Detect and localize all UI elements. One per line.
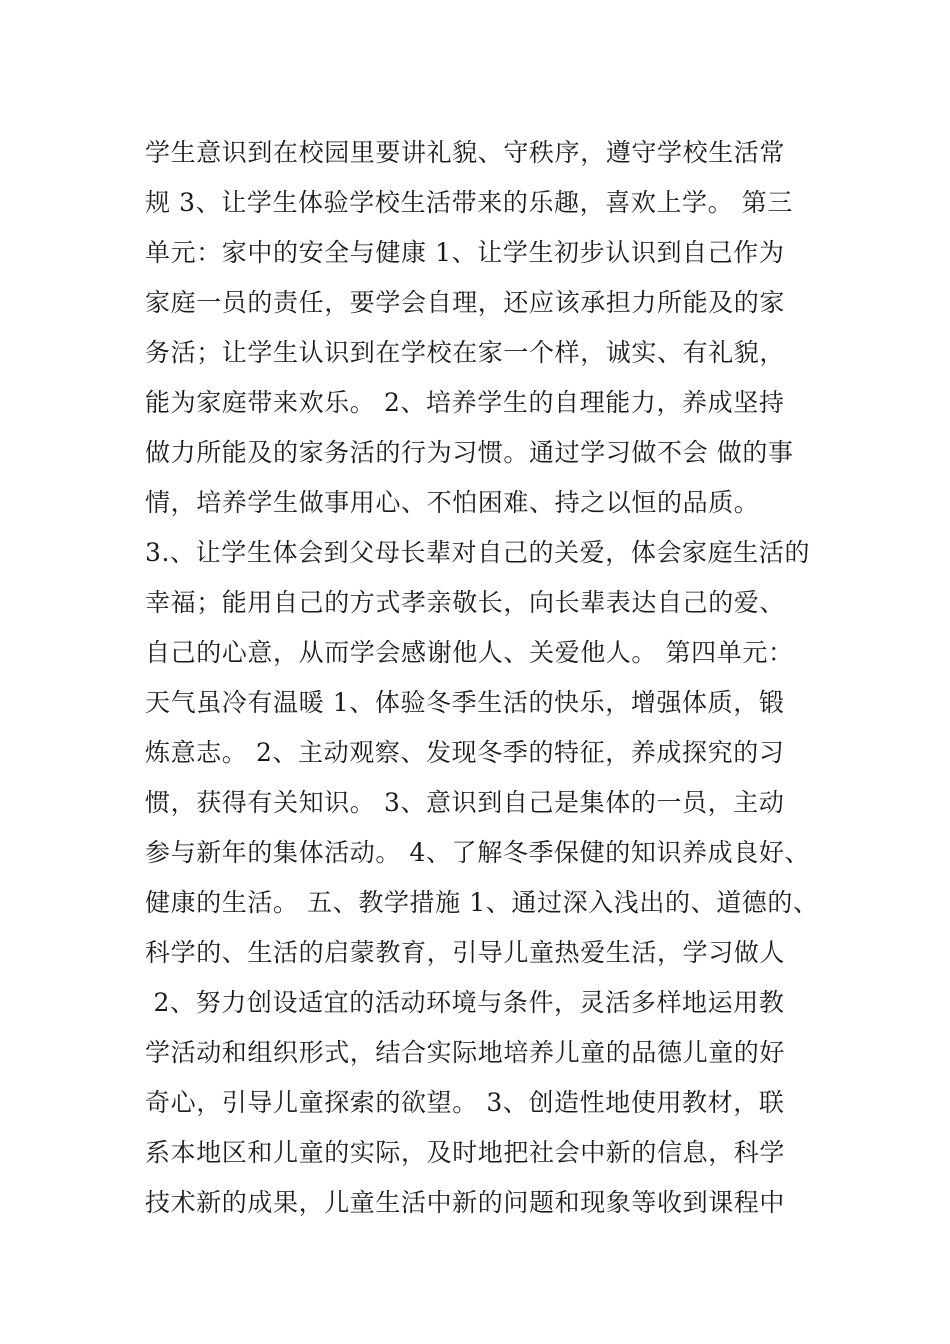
text-line: 务活；让学生认识到在学校在家一个样，诚实、有礼貌，	[145, 338, 786, 367]
text-line: 技术新的成果，儿童生活中新的问题和现象等收到课程中	[145, 1188, 786, 1217]
text-line: 单元：家中的安全与健康 1、让学生初步认识到自己作为	[145, 238, 785, 267]
text-line: 能为家庭带来欢乐。 2、培养学生的自理能力，养成坚持	[145, 388, 785, 417]
text-line: 系本地区和儿童的实际，及时地把社会中新的信息，科学	[145, 1138, 786, 1167]
text-line: 幸福；能用自己的方式孝亲敬长，向长辈表达自己的爱、	[145, 588, 786, 617]
text-line: 健康的生活。 五、教学措施 1、通过深入浅出的、道德的、	[145, 888, 819, 917]
text-line: 参与新年的集体活动。 4、了解冬季保健的知识养成良好、	[145, 838, 811, 867]
text-line: 惯，获得有关知识。 3、意识到自己是集体的一员，主动	[145, 788, 785, 817]
text-line: 学生意识到在校园里要讲礼貌、守秩序，遵守学校生活常	[145, 138, 786, 167]
text-line: 炼意志。 2、主动观察、发现冬季的特征，养成探究的习	[145, 738, 785, 767]
text-line: 天气虽冷有温暖 1、体验冬季生活的快乐，增强体质，锻	[145, 688, 785, 717]
text-line: 规 3、让学生体验学校生活带来的乐趣，喜欢上学。 第三	[145, 188, 794, 217]
text-line: 3.、让学生体会到父母长辈对自己的关爱，体会家庭生活的	[145, 538, 811, 567]
text-line: 2、努力创设适宜的活动环境与条件，灵活多样地运用教	[145, 988, 785, 1017]
text-line: 情，培养学生做事用心、不怕困难、持之以恒的品质。	[145, 488, 760, 517]
text-line: 奇心，引导儿童探索的欲望。 3、创造性地使用教材，联	[145, 1088, 785, 1117]
text-line: 学活动和组织形式，结合实际地培养儿童的品德儿童的好	[145, 1038, 786, 1067]
text-line: 做力所能及的家务活的行为习惯。通过学习做不会 做的事	[145, 438, 794, 467]
text-line: 家庭一员的责任，要学会自理，还应该承担力所能及的家	[145, 288, 786, 317]
document-body	[145, 128, 845, 1228]
text-line: 科学的、生活的启蒙教育，引导儿童热爱生活，学习做人	[145, 938, 786, 967]
text-line: 自己的心意，从而学会感谢他人、关爱他人。 第四单元：	[145, 638, 794, 667]
